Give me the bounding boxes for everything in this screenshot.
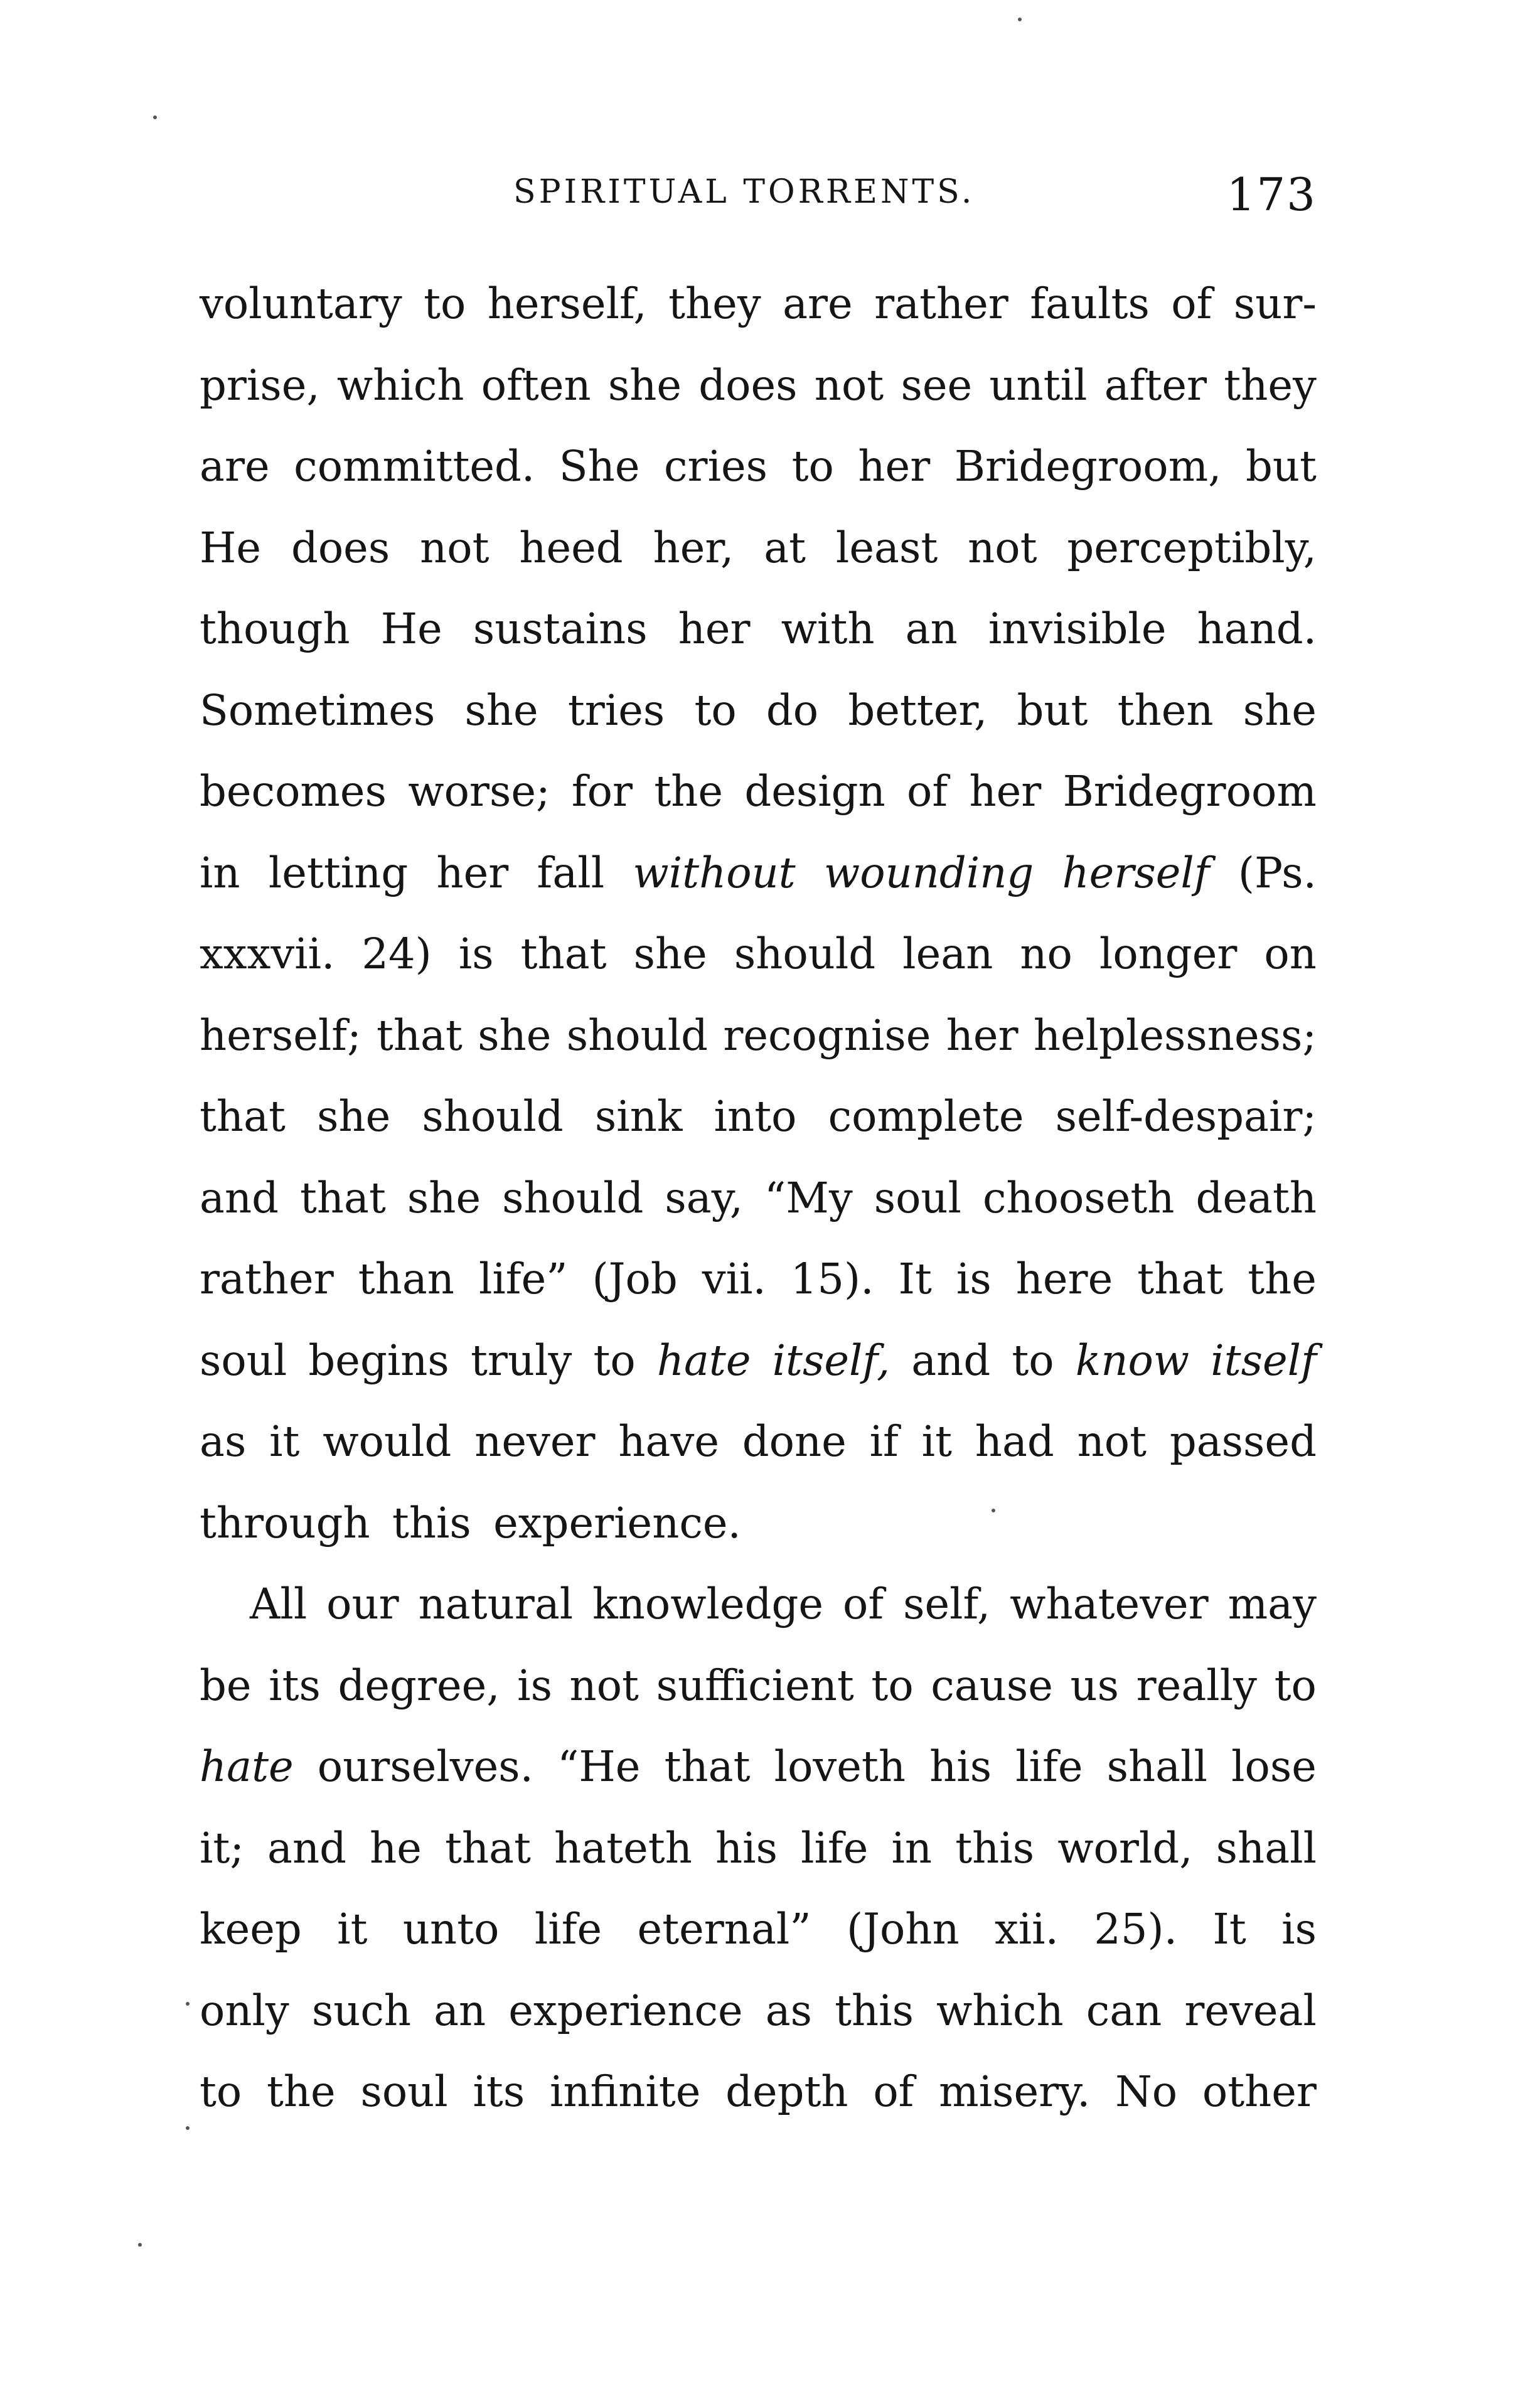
word: xxxvii. xyxy=(200,929,335,978)
word: life xyxy=(1015,1742,1083,1791)
word: longer xyxy=(1099,929,1238,978)
word: to xyxy=(200,2067,242,2116)
text-line xyxy=(200,1808,1317,1890)
word: perceptibly, xyxy=(1067,523,1317,572)
word: know xyxy=(1075,1335,1190,1385)
word: into xyxy=(714,1092,797,1141)
word: that xyxy=(299,1173,386,1222)
word: worse; xyxy=(408,767,550,816)
word: that xyxy=(376,1010,463,1060)
text-line xyxy=(200,345,1317,427)
word: its xyxy=(269,1661,321,1710)
word: to xyxy=(1274,1661,1317,1710)
word: It xyxy=(1212,1905,1246,1954)
word: soul xyxy=(874,1173,961,1222)
word: life xyxy=(534,1905,602,1954)
word: to xyxy=(694,685,737,735)
word: xii. xyxy=(994,1905,1059,1954)
word: He xyxy=(380,604,442,653)
word: never xyxy=(474,1417,596,1466)
word: and xyxy=(267,1823,347,1873)
word: her xyxy=(969,767,1042,816)
word: without xyxy=(633,848,796,897)
word: misery. xyxy=(939,2067,1091,2116)
word: helplessness; xyxy=(1033,1010,1317,1060)
word: then xyxy=(1117,685,1214,735)
word: knowledge xyxy=(592,1580,824,1629)
word: whatever xyxy=(1010,1580,1209,1629)
word: infinite xyxy=(549,2067,701,2116)
word: if xyxy=(869,1417,899,1466)
text-line xyxy=(200,1076,1317,1158)
word: her, xyxy=(653,523,734,572)
word: us xyxy=(1070,1661,1120,1710)
word: of xyxy=(907,767,948,816)
text-line xyxy=(200,264,1317,345)
word: truly xyxy=(470,1335,572,1385)
word: letting xyxy=(268,848,409,897)
word: that xyxy=(520,929,607,978)
word: after xyxy=(1104,360,1207,410)
word: It xyxy=(898,1254,932,1303)
word: All xyxy=(250,1580,307,1629)
word: herself, xyxy=(487,279,647,328)
word: which xyxy=(336,360,464,410)
word: the xyxy=(1248,1254,1317,1303)
word: shall xyxy=(1106,1742,1207,1791)
running-head xyxy=(200,168,1317,225)
text-line xyxy=(200,2051,1317,2133)
word: it; xyxy=(200,1823,244,1873)
word: complete xyxy=(828,1092,1024,1141)
word: are xyxy=(783,279,853,328)
word: the xyxy=(266,2067,336,2116)
word: of xyxy=(1171,279,1212,328)
word: are xyxy=(200,442,270,491)
word: should xyxy=(734,929,876,978)
word: and xyxy=(200,1173,279,1222)
word: it xyxy=(921,1417,952,1466)
word: tries xyxy=(567,685,665,735)
word: the xyxy=(654,767,724,816)
word: they xyxy=(668,279,761,328)
word: that xyxy=(445,1823,532,1873)
word: does xyxy=(291,523,390,572)
word: have xyxy=(618,1417,719,1466)
word: this xyxy=(955,1823,1035,1873)
word: itself xyxy=(1211,1335,1317,1385)
word: his xyxy=(715,1823,778,1873)
text-line xyxy=(200,508,1317,589)
word: least xyxy=(835,523,938,572)
text-line xyxy=(200,1158,1317,1239)
word: which xyxy=(936,1986,1064,2035)
word: no xyxy=(1020,929,1072,978)
word: passed xyxy=(1169,1417,1317,1466)
word: should xyxy=(502,1173,644,1222)
word: 25). xyxy=(1094,1905,1177,1954)
word: life” xyxy=(478,1254,568,1303)
word: voluntary xyxy=(200,279,402,328)
word: vii. xyxy=(702,1254,766,1303)
word: through this experience. xyxy=(200,1498,741,1548)
word: until xyxy=(989,360,1088,410)
word: fall xyxy=(537,848,605,897)
word: loveth xyxy=(774,1742,906,1791)
word: should xyxy=(566,1010,709,1060)
word: but xyxy=(1245,442,1317,491)
print-speck xyxy=(992,1509,995,1512)
word: better, xyxy=(848,685,988,735)
word: recognise xyxy=(723,1010,931,1060)
word: an xyxy=(905,604,958,653)
word: of xyxy=(843,1580,884,1629)
word: she xyxy=(464,685,538,735)
word: see xyxy=(901,360,973,410)
word: would xyxy=(323,1417,452,1466)
word: “He xyxy=(557,1742,641,1791)
word: (Job xyxy=(592,1254,678,1303)
word: say, xyxy=(665,1173,743,1222)
word: itself, xyxy=(772,1335,890,1385)
word: such xyxy=(311,1986,412,2035)
word: to xyxy=(1012,1335,1054,1385)
text-line xyxy=(200,914,1317,995)
print-speck xyxy=(186,2002,190,2006)
word: do xyxy=(766,685,819,735)
word: for xyxy=(571,767,633,816)
word: her xyxy=(946,1010,1019,1060)
word: eternal” xyxy=(637,1905,811,1954)
word: than xyxy=(358,1254,454,1303)
word: she xyxy=(317,1092,391,1141)
word: rather xyxy=(200,1254,334,1303)
word: she xyxy=(607,360,682,410)
word: is xyxy=(956,1254,992,1303)
word: be xyxy=(200,1661,252,1710)
body-text xyxy=(200,264,1317,2133)
word: “My xyxy=(764,1173,853,1222)
word: is xyxy=(1281,1905,1317,1954)
word: sur- xyxy=(1233,279,1317,328)
word: to xyxy=(424,279,466,328)
word: is xyxy=(458,929,494,978)
word: Bridegroom xyxy=(1062,767,1317,816)
word: cause xyxy=(931,1661,1053,1710)
word: life xyxy=(801,1823,869,1873)
word: she xyxy=(1243,685,1317,735)
word: prise, xyxy=(200,360,320,410)
print-speck xyxy=(186,2126,190,2130)
word: they xyxy=(1224,360,1317,410)
word: 24) xyxy=(361,929,432,978)
word: begins xyxy=(308,1335,449,1385)
word: in xyxy=(200,848,240,897)
word: lean xyxy=(902,929,993,978)
text-line xyxy=(200,751,1317,833)
word: to xyxy=(791,442,834,491)
word: really xyxy=(1136,1661,1257,1710)
word: of xyxy=(873,2067,914,2116)
text-line xyxy=(200,1320,1317,1402)
word: as xyxy=(200,1417,247,1466)
word: soul xyxy=(200,1335,287,1385)
word: she xyxy=(407,1173,481,1222)
word: (Ps. xyxy=(1238,848,1317,897)
word: can xyxy=(1086,1986,1162,2035)
word: (John xyxy=(846,1905,960,1954)
word: depth xyxy=(725,2067,848,2116)
word: invisible xyxy=(988,604,1167,653)
word: becomes xyxy=(200,767,387,816)
text-line xyxy=(200,995,1317,1077)
word: had xyxy=(975,1417,1054,1466)
word: sufficient xyxy=(656,1661,854,1710)
word: herself; xyxy=(200,1010,361,1060)
word: she xyxy=(478,1010,552,1060)
word: but xyxy=(1017,685,1088,735)
text-line xyxy=(200,670,1317,752)
word: that xyxy=(1137,1254,1224,1303)
word: this xyxy=(835,1986,914,2035)
word: heed xyxy=(519,523,623,572)
text-line xyxy=(200,1971,1317,2052)
word: should xyxy=(422,1092,564,1141)
word: other xyxy=(1202,2067,1317,2116)
word: reveal xyxy=(1184,1986,1317,2035)
word: rather xyxy=(874,279,1008,328)
word: Sometimes xyxy=(200,685,436,735)
word: sink xyxy=(594,1092,683,1141)
word: is xyxy=(517,1661,552,1710)
word: her xyxy=(678,604,751,653)
word: an xyxy=(434,1986,486,2035)
word: soul xyxy=(360,2067,448,2116)
word: and xyxy=(911,1335,991,1385)
print-speck xyxy=(1018,18,1022,21)
word: natural xyxy=(418,1580,574,1629)
word: as xyxy=(765,1986,813,2035)
text-line xyxy=(200,1239,1317,1320)
word: design xyxy=(744,767,885,816)
word: not xyxy=(569,1661,639,1710)
word: self-despair; xyxy=(1055,1092,1317,1141)
word: hateth xyxy=(554,1823,692,1873)
word: not xyxy=(1077,1417,1147,1466)
word: not xyxy=(420,523,489,572)
word: it xyxy=(337,1905,368,1954)
text-line xyxy=(200,833,1317,914)
text-line xyxy=(200,1401,1317,1483)
word: done xyxy=(742,1417,847,1466)
word: chooseth xyxy=(982,1173,1175,1222)
word: keep xyxy=(200,1905,302,1954)
word: on xyxy=(1264,929,1317,978)
word: hand. xyxy=(1197,604,1317,653)
word: he xyxy=(370,1823,422,1873)
text-line xyxy=(200,426,1317,508)
page-number: 173 xyxy=(1226,168,1317,221)
word: degree, xyxy=(338,1661,500,1710)
text-line xyxy=(200,1564,1317,1645)
word: herself xyxy=(1062,848,1210,897)
word: to xyxy=(871,1661,914,1710)
word: lose xyxy=(1231,1742,1317,1791)
word: may xyxy=(1227,1580,1317,1629)
word: it xyxy=(269,1417,300,1466)
word: Bridegroom, xyxy=(954,442,1222,491)
word: self, xyxy=(903,1580,991,1629)
word: death xyxy=(1195,1173,1317,1222)
word: faults xyxy=(1030,279,1150,328)
word: our xyxy=(326,1580,399,1629)
word: unto xyxy=(402,1905,500,1954)
text-line xyxy=(200,589,1317,670)
word: with xyxy=(781,604,875,653)
word: wounding xyxy=(823,848,1034,897)
word: world, xyxy=(1057,1823,1193,1873)
text-line xyxy=(200,1726,1317,1808)
word: No xyxy=(1115,2067,1178,2116)
word: here xyxy=(1015,1254,1113,1303)
word: in xyxy=(891,1823,933,1873)
word: hate xyxy=(656,1335,751,1385)
word: not xyxy=(968,523,1037,572)
word: to xyxy=(593,1335,636,1385)
word: not xyxy=(814,360,884,410)
word: she xyxy=(633,929,707,978)
text-line xyxy=(200,1889,1317,1971)
word: sustains xyxy=(473,604,648,653)
word: 15). xyxy=(790,1254,874,1303)
word: committed. xyxy=(294,442,535,491)
word: She xyxy=(559,442,640,491)
word: does xyxy=(698,360,798,410)
word: her xyxy=(858,442,931,491)
word: though xyxy=(200,604,350,653)
word: cries xyxy=(664,442,768,491)
word: experience xyxy=(508,1986,743,2035)
word: hate xyxy=(200,1742,294,1791)
word: that xyxy=(664,1742,751,1791)
word: his xyxy=(929,1742,992,1791)
print-speck xyxy=(138,2243,142,2247)
word: that xyxy=(200,1092,286,1141)
word: only xyxy=(200,1986,289,2035)
word: its xyxy=(473,2067,525,2116)
print-speck xyxy=(153,115,157,119)
text-line xyxy=(200,1645,1317,1727)
word: often xyxy=(481,360,591,410)
word: He xyxy=(200,523,262,572)
word: at xyxy=(764,523,806,572)
text-line xyxy=(200,1483,1317,1565)
word: her xyxy=(436,848,509,897)
running-title: SPIRITUAL TORRENTS. xyxy=(513,173,975,211)
word: ourselves. xyxy=(317,1742,533,1791)
word: shall xyxy=(1216,1823,1317,1873)
